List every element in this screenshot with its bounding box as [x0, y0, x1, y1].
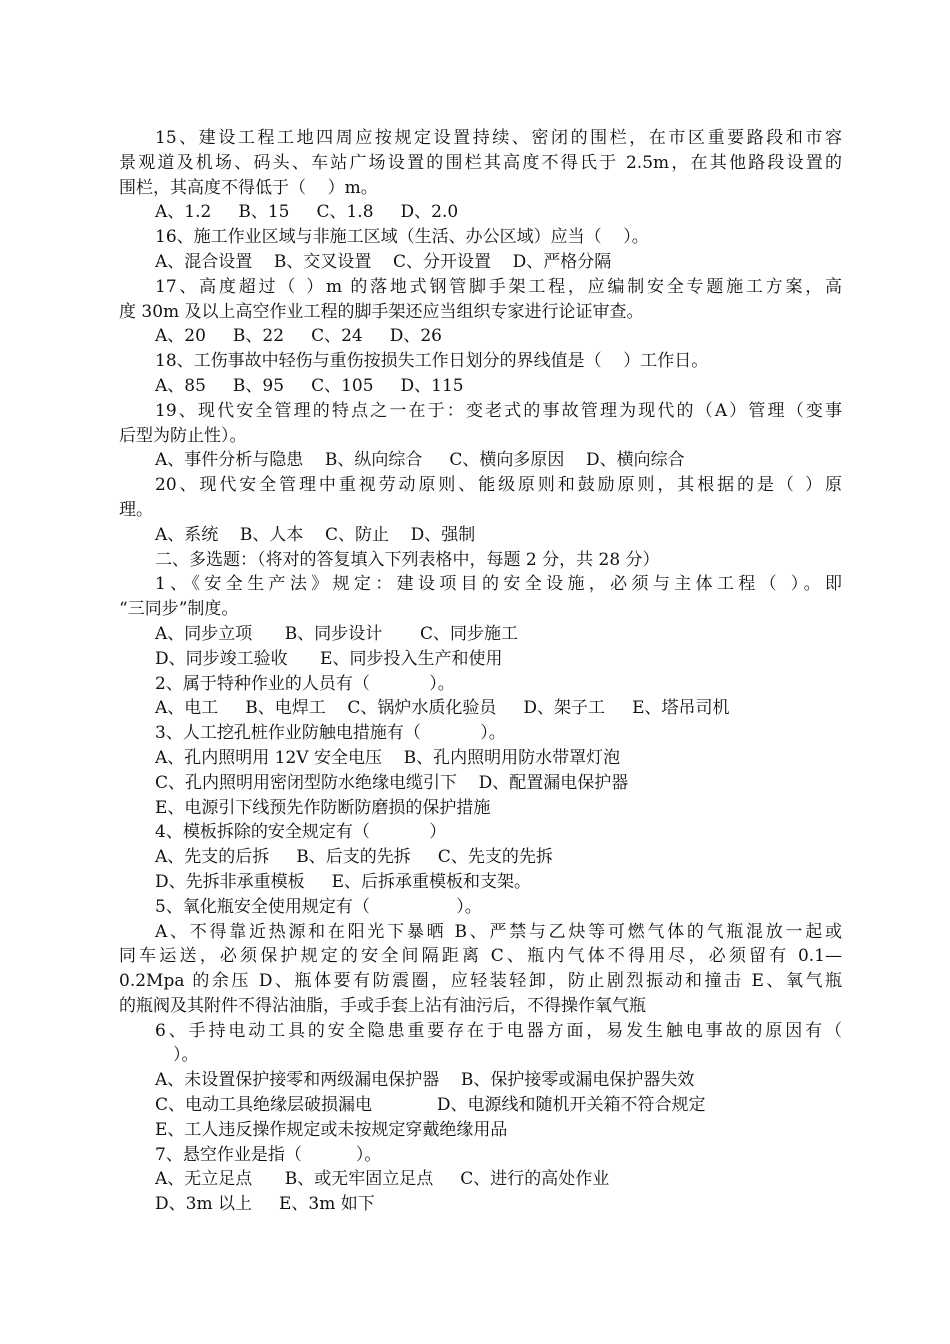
- question-16-options: A、混合设置 B、交叉设置 C、分开设置 D、严格分隔: [155, 251, 612, 272]
- question-15-line-3: 围栏，其高度不得低于（ ）m。: [119, 177, 378, 198]
- mc-question-5: 5、氧化瓶安全使用规定有（ ）。: [155, 896, 482, 917]
- question-15-line-2: 景观道及机场、码头、车站广场设置的围栏其高度不得氏于 2.5m，在其他路段设置的: [119, 152, 842, 173]
- mc-question-1-line-1: 1、《安全生产法》规定：建设项目的安全设施，必须与主体工程（ ）。即: [155, 574, 842, 595]
- mc-question-3-options-3: E、电源引下线预先作防断防磨损的保护措施: [155, 797, 491, 818]
- mc-question-4: 4、模板拆除的安全规定有（ ）: [155, 822, 447, 843]
- question-20-line-2: 理。: [119, 499, 153, 520]
- mc-question-1-options-2: D、同步竣工验收 E、同步投入生产和使用: [155, 648, 503, 669]
- mc-question-5-options-line-4: 的瓶阀及其附件不得沾油脂，手或手套上沾有油污后，不得操作氧气瓶: [119, 995, 646, 1016]
- mc-question-5-options-line-3: 0.2Mpa 的余压 D、瓶体要有防震圈，应轻装轻卸，防止剧烈振动和撞击 E、氧气瓶: [119, 971, 842, 992]
- mc-question-2-options: A、电工 B、电焊工 C、锅炉水质化验员 D、架子工 E、塔吊司机: [155, 698, 730, 719]
- question-19-line-2: 后型为防止性）。: [119, 425, 247, 446]
- mc-question-7-options-1: A、无立足点 B、或无牢固立足点 C、进行的高处作业: [155, 1169, 610, 1190]
- mc-question-1-line-2: “三同步”制度。: [119, 599, 239, 620]
- mc-question-6-options-3: E、工人违反操作规定或未按规定穿戴绝缘用品: [155, 1119, 508, 1140]
- mc-question-6-line-2: ）。: [119, 1045, 199, 1066]
- question-20-line-1: 20、现代安全管理中重视劳动原则、能级原则和鼓励原则，其根据的是（ ）原: [155, 475, 842, 496]
- mc-question-5-options-line-2: 同车运送，必须保护规定的安全间隔距离 C、瓶内气体不得用尽，必须留有 0.1—: [119, 946, 842, 967]
- section-heading-multiple-choice: 二、多选题：（将对的答复填入下列表格中，每题 2 分，共 28 分）: [155, 549, 660, 570]
- mc-question-3-options-1: A、孔内照明用 12V 安全电压 B、孔内照明用防水带罩灯泡: [155, 747, 621, 768]
- mc-question-7-options-2: D、3m 以上 E、3m 如下: [155, 1194, 375, 1215]
- mc-question-6-options-2: C、电动工具绝缘层破损漏电 D、电源线和随机开关箱不符合规定: [155, 1095, 706, 1116]
- mc-question-7: 7、悬空作业是指（ ）。: [155, 1144, 382, 1165]
- mc-question-6-line-1: 6、手持电动工具的安全隐患重要存在于电器方面，易发生触电事故的原因有（: [155, 1020, 842, 1041]
- question-19-options: A、事件分析与隐患 B、纵向综合 C、横向多原因 D、横向综合: [155, 450, 685, 471]
- question-17-line-1: 17、高度超过（ ）m 的落地式钢管脚手架工程，应编制安全专题施工方案，高: [155, 276, 842, 297]
- mc-question-4-options-2: D、先拆非承重模板 E、后拆承重模板和支架。: [155, 871, 532, 892]
- question-15-options: A、1.2 B、15 C、1.8 D、2.0: [155, 202, 459, 223]
- mc-question-3-options-2: C、孔内照明用密闭型防水绝缘电缆引下 D、配置漏电保护器: [155, 772, 629, 793]
- mc-question-4-options-1: A、先支的后拆 B、后支的先拆 C、先支的先拆: [155, 847, 553, 868]
- question-16: 16、施工作业区域与非施工区域（生活、办公区域）应当（ ）。: [155, 227, 649, 248]
- mc-question-5-options-line-1: A、不得靠近热源和在阳光下暴晒 B、严禁与乙炔等可燃气体的气瓶混放一起或: [155, 921, 842, 942]
- question-17-options: A、20 B、22 C、24 D、26: [155, 326, 442, 347]
- document-page: [119, 126, 842, 1217]
- mc-question-2: 2、属于特种作业的人员有（ ）。: [155, 673, 455, 694]
- mc-question-3: 3、人工挖孔桩作业防触电措施有（ ）。: [155, 723, 506, 744]
- question-20-options: A、系统 B、人本 C、防止 D、强制: [155, 524, 476, 545]
- question-19-line-1: 19、现代安全管理的特点之一在于：变老式的事故管理为现代的（A）管理（变事: [155, 400, 842, 421]
- question-18: 18、工伤事故中轻伤与重伤按损失工作日划分的界线值是（ ）工作日。: [155, 351, 709, 372]
- mc-question-1-options-1: A、同步立项 B、同步设计 C、同步施工: [155, 623, 519, 644]
- mc-question-6-options-1: A、未设置保护接零和两级漏电保护器 B、保护接零或漏电保护器失效: [155, 1070, 695, 1091]
- question-18-options: A、85 B、95 C、105 D、115: [155, 375, 464, 396]
- question-15-line-1: 15、建设工程工地四周应按规定设置持续、密闭的围栏，在市区重要路段和市容: [155, 128, 842, 148]
- question-17-line-2: 度 30m 及以上高空作业工程的脚手架还应当组织专家进行论证审查。: [119, 301, 644, 322]
